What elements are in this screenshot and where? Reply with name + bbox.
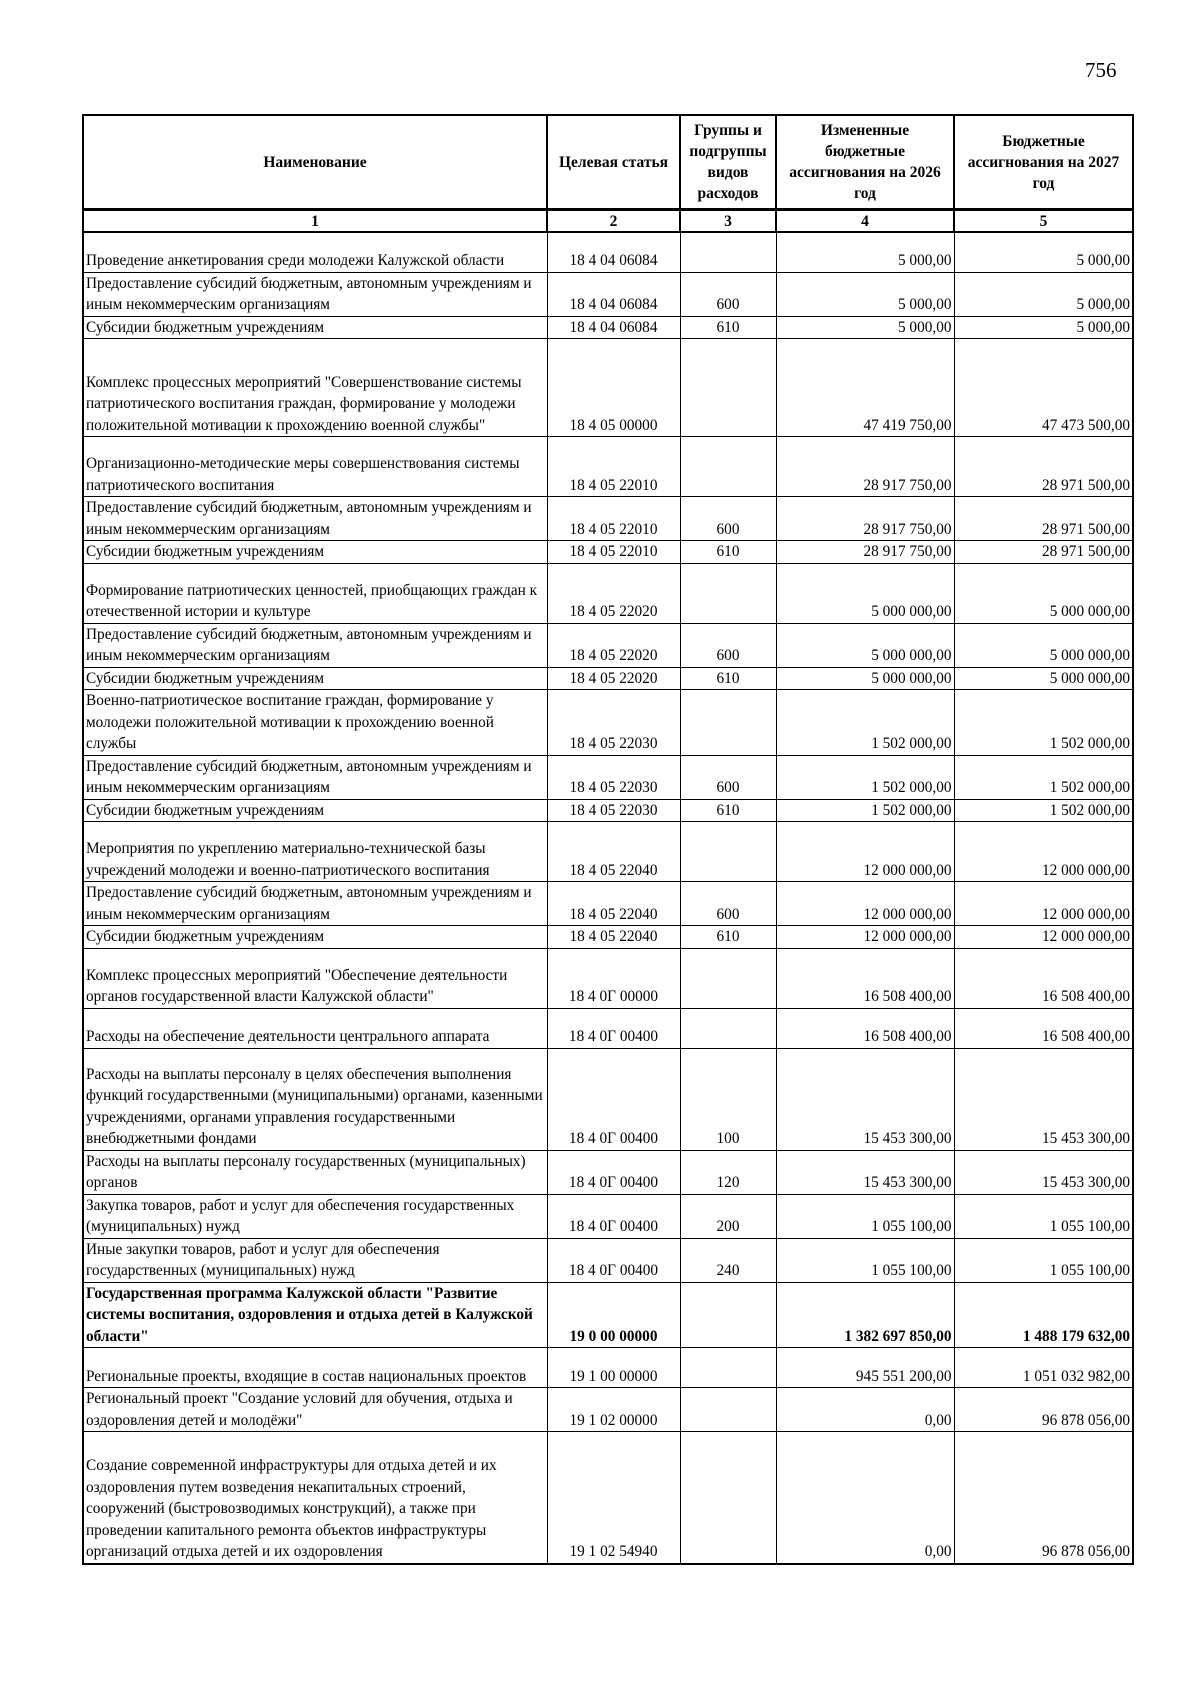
table-row (83, 1194, 1133, 1238)
row-name: Комплекс процессных мероприятий "Совершенствование системы патриотического воспитания граждан, формирование у молодежи положительной мотивации к прохождению военной службы" (83, 339, 547, 437)
row-allocation-2026: 1 382 697 850,00 (776, 1282, 954, 1348)
table-row (83, 497, 1133, 541)
row-expense-group: 610 (680, 316, 776, 339)
row-allocation-2026: 15 453 300,00 (776, 1048, 954, 1150)
row-allocation-2027: 47 473 500,00 (954, 339, 1133, 437)
row-target-article: 19 1 02 54940 (547, 1432, 680, 1564)
row-target-article: 18 4 04 06084 (547, 316, 680, 339)
row-allocation-2027: 96 878 056,00 (954, 1432, 1133, 1564)
table-row (83, 1150, 1133, 1194)
row-allocation-2027: 12 000 000,00 (954, 882, 1133, 926)
row-name: Субсидии бюджетным учреждениям (83, 926, 547, 949)
row-name: Создание современной инфраструктуры для отдыха детей и их оздоровления путем возведения некапитальных строений, сооружений (быстровозводимых конструкций), а также при проведении капитального ремонта объектов инфраструктуры организаций отдыха детей и их оздоровления (83, 1432, 547, 1564)
column-number: 5 (954, 210, 1133, 233)
row-name: Военно-патриотическое воспитание граждан, формирование у молодежи положительной мотивации к прохождению военной службы (83, 690, 547, 756)
row-allocation-2027: 12 000 000,00 (954, 822, 1133, 882)
row-name: Региональный проект "Создание условий для обучения, отдыха и оздоровления детей и молодёжи" (83, 1388, 547, 1432)
row-target-article: 18 4 0Г 00400 (547, 1194, 680, 1238)
row-name: Предоставление субсидий бюджетным, автономным учреждениям и иным некоммерческим организациям (83, 497, 547, 541)
row-allocation-2027: 1 055 100,00 (954, 1238, 1133, 1282)
row-allocation-2027: 28 971 500,00 (954, 497, 1133, 541)
row-target-article: 18 4 05 22040 (547, 822, 680, 882)
row-allocation-2027: 1 051 032 982,00 (954, 1348, 1133, 1388)
row-target-article: 18 4 04 06084 (547, 272, 680, 316)
row-allocation-2027: 1 502 000,00 (954, 755, 1133, 799)
row-name: Формирование патриотических ценностей, приобщающих граждан к отечественной истории и культуре (83, 563, 547, 623)
row-allocation-2027: 1 502 000,00 (954, 799, 1133, 822)
row-allocation-2026: 1 055 100,00 (776, 1194, 954, 1238)
row-target-article: 18 4 05 22010 (547, 437, 680, 497)
table-body (83, 232, 1133, 1564)
row-target-article: 18 4 05 22030 (547, 755, 680, 799)
table-row (83, 690, 1133, 756)
row-allocation-2026: 12 000 000,00 (776, 926, 954, 949)
row-allocation-2027: 28 971 500,00 (954, 437, 1133, 497)
row-allocation-2027: 1 488 179 632,00 (954, 1282, 1133, 1348)
table-row (83, 1432, 1133, 1564)
row-name: Субсидии бюджетным учреждениям (83, 799, 547, 822)
row-expense-group: 100 (680, 1048, 776, 1150)
row-name: Расходы на выплаты персоналу в целях обеспечения выполнения функций государственными (муниципальными) органами, казенными учреждениями, органами управления государственными внебюджетными фондами (83, 1048, 547, 1150)
table-row (83, 563, 1133, 623)
row-expense-group: 240 (680, 1238, 776, 1282)
row-allocation-2027: 5 000,00 (954, 316, 1133, 339)
row-expense-group (680, 1348, 776, 1388)
table-row (83, 272, 1133, 316)
row-target-article: 18 4 05 22020 (547, 623, 680, 667)
row-allocation-2027: 16 508 400,00 (954, 1008, 1133, 1048)
table-row (83, 232, 1133, 272)
table-row (83, 822, 1133, 882)
row-allocation-2026: 1 055 100,00 (776, 1238, 954, 1282)
row-allocation-2026: 15 453 300,00 (776, 1150, 954, 1194)
table-row (83, 339, 1133, 437)
row-target-article: 18 4 05 00000 (547, 339, 680, 437)
row-expense-group (680, 822, 776, 882)
table-row (83, 623, 1133, 667)
header-row (83, 115, 1133, 210)
table-row (83, 948, 1133, 1008)
table-row (83, 1348, 1133, 1388)
row-allocation-2026: 5 000,00 (776, 272, 954, 316)
row-allocation-2027: 5 000,00 (954, 272, 1133, 316)
row-expense-group: 610 (680, 667, 776, 690)
row-allocation-2026: 28 917 750,00 (776, 497, 954, 541)
row-allocation-2027: 1 055 100,00 (954, 1194, 1133, 1238)
row-allocation-2027: 1 502 000,00 (954, 690, 1133, 756)
row-expense-group (680, 437, 776, 497)
row-expense-group: 600 (680, 755, 776, 799)
row-allocation-2027: 15 453 300,00 (954, 1048, 1133, 1150)
row-allocation-2026: 0,00 (776, 1432, 954, 1564)
column-number: 1 (83, 210, 547, 233)
row-allocation-2026: 0,00 (776, 1388, 954, 1432)
row-name: Региональные проекты, входящие в состав национальных проектов (83, 1348, 547, 1388)
row-allocation-2027: 5 000 000,00 (954, 623, 1133, 667)
header-allocations-2027: Бюджетные ассигнования на 2027 год (954, 115, 1133, 210)
row-name: Субсидии бюджетным учреждениям (83, 541, 547, 564)
row-allocation-2026: 5 000 000,00 (776, 667, 954, 690)
row-target-article: 18 4 05 22030 (547, 690, 680, 756)
row-name: Предоставление субсидий бюджетным, автономным учреждениям и иным некоммерческим организациям (83, 755, 547, 799)
row-allocation-2026: 5 000 000,00 (776, 563, 954, 623)
budget-table (82, 114, 1134, 1565)
row-target-article: 18 4 05 22010 (547, 541, 680, 564)
row-allocation-2026: 12 000 000,00 (776, 822, 954, 882)
table-row (83, 1008, 1133, 1048)
page-number: 756 (1085, 58, 1117, 82)
row-name: Проведение анкетирования среди молодежи Калужской области (83, 232, 547, 272)
row-name: Субсидии бюджетным учреждениям (83, 316, 547, 339)
row-name: Иные закупки товаров, работ и услуг для обеспечения государственных (муниципальных) нужд (83, 1238, 547, 1282)
row-expense-group (680, 563, 776, 623)
row-name: Предоставление субсидий бюджетным, автономным учреждениям и иным некоммерческим организациям (83, 882, 547, 926)
row-allocation-2026: 945 551 200,00 (776, 1348, 954, 1388)
row-expense-group: 120 (680, 1150, 776, 1194)
row-expense-group (680, 690, 776, 756)
row-expense-group: 600 (680, 623, 776, 667)
row-expense-group: 610 (680, 541, 776, 564)
row-target-article: 18 4 05 22020 (547, 667, 680, 690)
row-target-article: 18 4 05 22040 (547, 882, 680, 926)
row-target-article: 18 4 05 22010 (547, 497, 680, 541)
row-allocation-2027: 96 878 056,00 (954, 1388, 1133, 1432)
row-target-article: 18 4 05 22030 (547, 799, 680, 822)
row-allocation-2026: 16 508 400,00 (776, 1008, 954, 1048)
row-allocation-2026: 28 917 750,00 (776, 541, 954, 564)
row-name: Организационно-методические меры совершенствования системы патриотического воспитания (83, 437, 547, 497)
table-row (83, 1238, 1133, 1282)
row-allocation-2027: 15 453 300,00 (954, 1150, 1133, 1194)
table-row (83, 799, 1133, 822)
row-expense-group: 610 (680, 799, 776, 822)
row-allocation-2026: 1 502 000,00 (776, 690, 954, 756)
row-expense-group (680, 232, 776, 272)
row-allocation-2026: 1 502 000,00 (776, 755, 954, 799)
row-allocation-2026: 12 000 000,00 (776, 882, 954, 926)
header-expense-groups: Группы и подгруппы видов расходов (680, 115, 776, 210)
row-allocation-2026: 16 508 400,00 (776, 948, 954, 1008)
row-name: Закупка товаров, работ и услуг для обеспечения государственных (муниципальных) нужд (83, 1194, 547, 1238)
table-row (83, 541, 1133, 564)
row-allocation-2027: 5 000 000,00 (954, 563, 1133, 623)
row-allocation-2027: 5 000,00 (954, 232, 1133, 272)
row-allocation-2027: 12 000 000,00 (954, 926, 1133, 949)
table-row (83, 926, 1133, 949)
table-row (83, 755, 1133, 799)
row-expense-group: 610 (680, 926, 776, 949)
table-row (83, 1388, 1133, 1432)
row-allocation-2027: 16 508 400,00 (954, 948, 1133, 1008)
column-number: 3 (680, 210, 776, 233)
row-target-article: 18 4 0Г 00000 (547, 948, 680, 1008)
row-name: Предоставление субсидий бюджетным, автономным учреждениям и иным некоммерческим организациям (83, 623, 547, 667)
row-expense-group: 200 (680, 1194, 776, 1238)
row-name: Государственная программа Калужской области "Развитие системы воспитания, оздоровления и отдыха детей в Калужской области" (83, 1282, 547, 1348)
column-number: 4 (776, 210, 954, 233)
row-allocation-2027: 28 971 500,00 (954, 541, 1133, 564)
row-target-article: 18 4 0Г 00400 (547, 1238, 680, 1282)
row-target-article: 19 1 00 00000 (547, 1348, 680, 1388)
header-target-article: Целевая статья (547, 115, 680, 210)
table-row (83, 667, 1133, 690)
row-target-article: 19 0 00 00000 (547, 1282, 680, 1348)
row-target-article: 19 1 02 00000 (547, 1388, 680, 1432)
row-expense-group (680, 948, 776, 1008)
row-target-article: 18 4 05 22040 (547, 926, 680, 949)
table-row (83, 882, 1133, 926)
row-name: Расходы на выплаты персоналу государственных (муниципальных) органов (83, 1150, 547, 1194)
row-expense-group (680, 1388, 776, 1432)
row-allocation-2026: 5 000,00 (776, 232, 954, 272)
row-name: Субсидии бюджетным учреждениям (83, 667, 547, 690)
row-target-article: 18 4 0Г 00400 (547, 1008, 680, 1048)
row-name: Мероприятия по укреплению материально-технической базы учреждений молодежи и военно-патриотического воспитания (83, 822, 547, 882)
table-row (83, 1282, 1133, 1348)
row-allocation-2026: 5 000 000,00 (776, 623, 954, 667)
row-allocation-2026: 5 000,00 (776, 316, 954, 339)
row-expense-group (680, 1008, 776, 1048)
table-row (83, 316, 1133, 339)
row-expense-group (680, 1432, 776, 1564)
column-number: 2 (547, 210, 680, 233)
column-number-row (83, 210, 1133, 233)
row-name: Расходы на обеспечение деятельности центрального аппарата (83, 1008, 547, 1048)
row-target-article: 18 4 0Г 00400 (547, 1150, 680, 1194)
table-row (83, 1048, 1133, 1150)
row-target-article: 18 4 05 22020 (547, 563, 680, 623)
table-row (83, 437, 1133, 497)
row-name: Предоставление субсидий бюджетным, автономным учреждениям и иным некоммерческим организациям (83, 272, 547, 316)
row-target-article: 18 4 0Г 00400 (547, 1048, 680, 1150)
row-expense-group: 600 (680, 497, 776, 541)
row-expense-group: 600 (680, 882, 776, 926)
header-name: Наименование (83, 115, 547, 210)
row-allocation-2027: 5 000 000,00 (954, 667, 1133, 690)
row-expense-group (680, 1282, 776, 1348)
row-allocation-2026: 1 502 000,00 (776, 799, 954, 822)
row-expense-group (680, 339, 776, 437)
row-target-article: 18 4 04 06084 (547, 232, 680, 272)
row-allocation-2026: 47 419 750,00 (776, 339, 954, 437)
row-allocation-2026: 28 917 750,00 (776, 437, 954, 497)
row-expense-group: 600 (680, 272, 776, 316)
row-name: Комплекс процессных мероприятий "Обеспечение деятельности органов государственной власти Калужской области" (83, 948, 547, 1008)
header-allocations-2026: Измененные бюджетные ассигнования на 2026 год (776, 115, 954, 210)
